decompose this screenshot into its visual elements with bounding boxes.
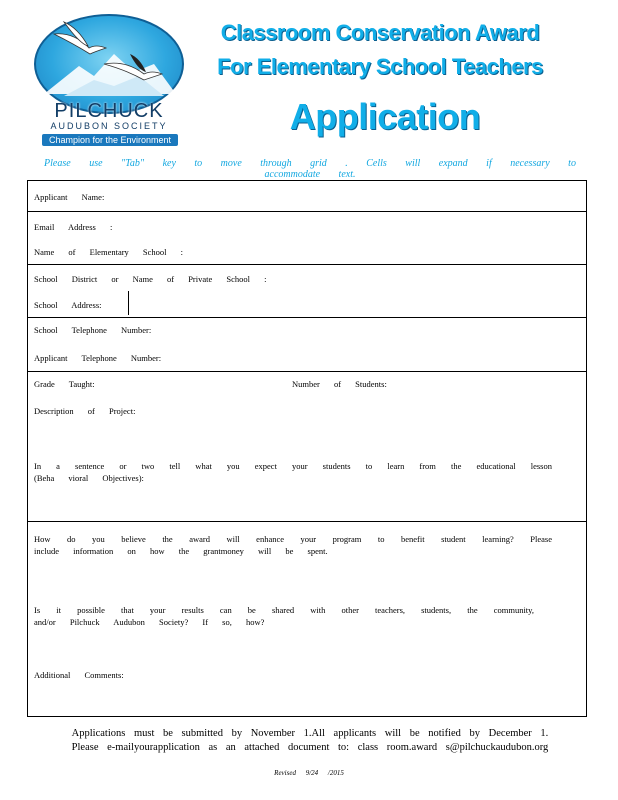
logo-tagline: Champion for the Environment xyxy=(42,134,178,146)
logo-society: AUDUBON SOCIETY xyxy=(50,121,168,131)
pilchuck-audubon-logo xyxy=(34,14,184,144)
email-field[interactable]: Email Address : xyxy=(34,222,113,232)
instructions: Please use "Tab" key to move through grid . Cells will expand if necessary to accommodate text. xyxy=(44,158,576,180)
applicant-name-field[interactable]: Applicant Name: xyxy=(34,192,105,202)
page-title: Application xyxy=(289,96,481,137)
shared-field[interactable]: Is it possible that your results can be shared with other teachers, students, the community, and/or Pilchuck Audubon Society? If so, how? xyxy=(34,605,534,627)
title-line-2: For Elementary School Teachers xyxy=(217,54,543,79)
num-students-field[interactable]: Number of Students: xyxy=(292,379,387,389)
revised-date: Revised 9/24 /2015 xyxy=(274,769,344,777)
description-field[interactable]: Description of Project: xyxy=(34,406,136,416)
school-phone-field[interactable]: School Telephone Number: xyxy=(34,325,152,335)
enhance-field[interactable]: How do you believe the award will enhance your program to benefit student learning? Please include information on how the grantmoney will be spent. xyxy=(34,534,552,556)
school-name-field[interactable]: Name of Elementary School : xyxy=(34,247,184,257)
section-divider xyxy=(28,521,586,522)
section-divider xyxy=(28,264,586,265)
logo-name: PILCHUCK xyxy=(54,100,164,122)
school-district-field[interactable]: School District or Name of Private School : xyxy=(34,274,267,284)
section-divider xyxy=(28,371,586,372)
title-line-1: Classroom Conservation Award xyxy=(220,20,540,45)
section-divider xyxy=(28,211,586,212)
footer-deadline: Applications must be submitted by November 1.All applicants will be notified by December 1. xyxy=(71,728,549,739)
school-address-field[interactable]: School Address: xyxy=(34,300,102,310)
applicant-phone-field[interactable]: Applicant Telephone Number: xyxy=(34,353,162,363)
application-form xyxy=(27,180,587,717)
logo-birds-mountain-icon xyxy=(34,14,184,114)
grade-field[interactable]: Grade Taught: xyxy=(34,379,95,389)
objectives-field[interactable]: In a sentence or two tell what you expect your students to learn from the educational lesson (Beha vioral Objectives): xyxy=(34,461,552,483)
address-cell-divider xyxy=(128,291,129,315)
section-divider xyxy=(28,317,586,318)
footer-email: Please e-mailyourapplication as an attached document to: class room.award s@pilchuckaudubon.org xyxy=(71,742,549,753)
comments-field[interactable]: Additional Comments: xyxy=(34,670,124,680)
